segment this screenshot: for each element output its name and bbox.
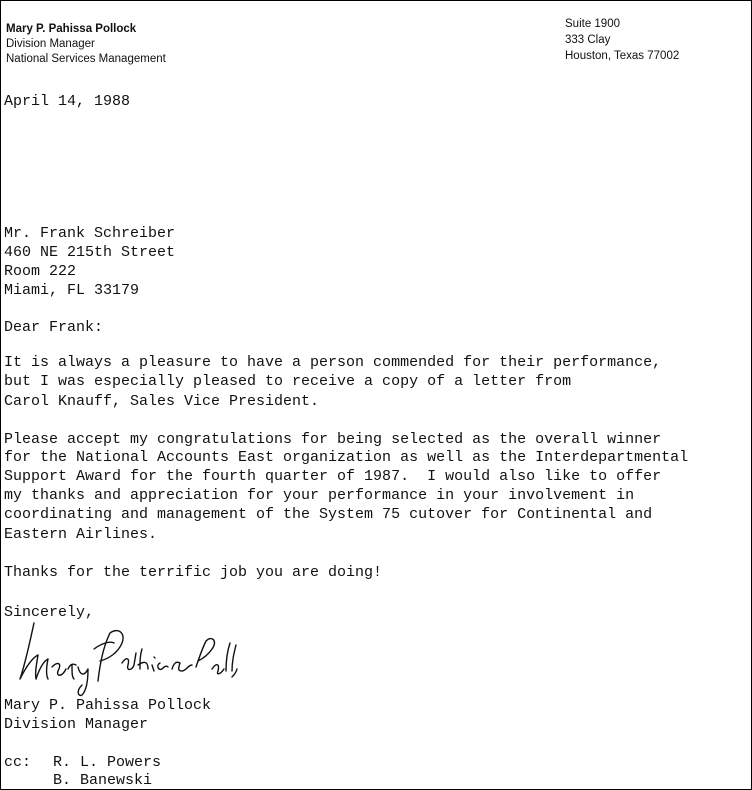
- recipient-room: Room 222: [4, 263, 77, 280]
- body-p2-line: coordinating and management of the System 75 cutover for Continental and: [4, 506, 653, 523]
- signature-title: Division Manager: [4, 716, 149, 733]
- body-p1-line: It is always a pleasure to have a person commended for their performance,: [4, 354, 662, 371]
- cc-label: cc:: [4, 754, 32, 771]
- address-suite: Suite 1900: [565, 18, 620, 30]
- sender-name: Mary P. Pahissa Pollock: [6, 23, 137, 35]
- handwritten-signature: [6, 619, 238, 699]
- cc-recipient: R. L. Powers: [53, 754, 162, 771]
- body-p1-line: but I was especially pleased to receive a copy of a letter from: [4, 373, 572, 390]
- letterhead-sender: [6, 22, 166, 67]
- signature-name: Mary P. Pahissa Pollock: [4, 697, 212, 714]
- body-p2-line: for the National Accounts East organization as well as the Interdepartmental: [4, 449, 689, 466]
- body-p2-line: Please accept my congratulations for being selected as the overall winner: [4, 431, 662, 448]
- recipient-street: 460 NE 215th Street: [4, 244, 176, 261]
- salutation: Dear Frank:: [4, 319, 104, 336]
- letterhead-address: [565, 16, 679, 64]
- closing: Sincerely,: [4, 604, 95, 621]
- cc-recipient: B. Banewski: [53, 772, 153, 789]
- body-p2-line: Eastern Airlines.: [4, 526, 158, 543]
- recipient-name: Mr. Frank Schreiber: [4, 225, 176, 242]
- letter-date: April 14, 1988: [4, 93, 131, 110]
- body-p3: Thanks for the terrific job you are doing!: [4, 564, 383, 581]
- address-street: 333 Clay: [565, 34, 611, 46]
- address-city: Houston, Texas 77002: [565, 50, 680, 62]
- recipient-city: Miami, FL 33179: [4, 282, 140, 299]
- sender-department: National Services Management: [6, 53, 166, 65]
- body-p1-line: Carol Knauff, Sales Vice President.: [4, 393, 320, 410]
- body-p2-line: my thanks and appreciation for your performance in your involvement in: [4, 487, 635, 504]
- sender-title: Division Manager: [6, 38, 95, 50]
- body-p2-line: Support Award for the fourth quarter of 1987. I would also like to offer: [4, 468, 662, 485]
